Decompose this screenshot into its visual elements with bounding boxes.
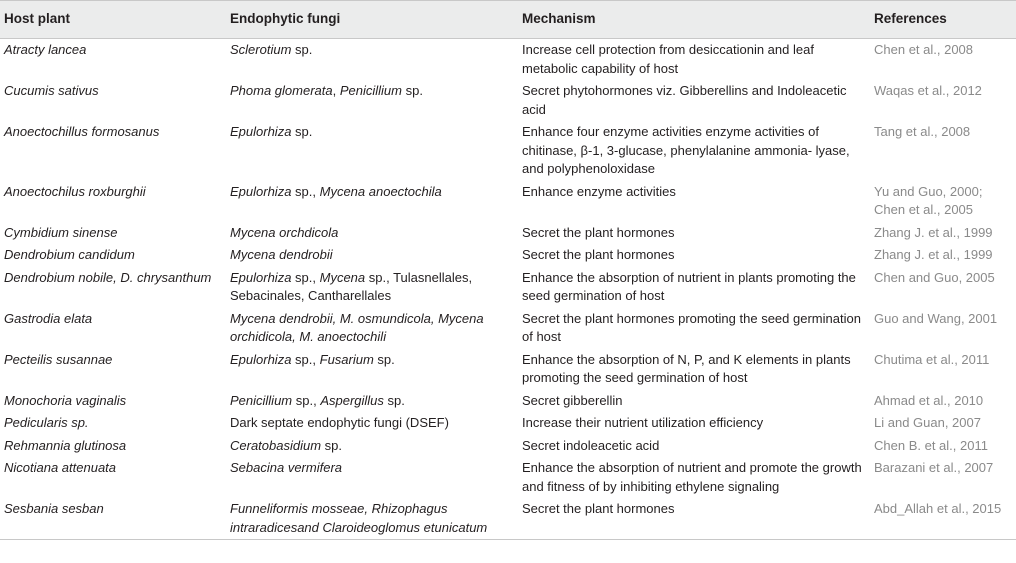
cell-endophytic-fungi bbox=[226, 498, 514, 540]
table-row bbox=[0, 80, 1016, 121]
table-body bbox=[0, 39, 1016, 540]
cell-endophytic-fungi bbox=[226, 349, 514, 390]
cell-mechanism: Enhance the absorption of nutrient in plants promoting the seed germination of host bbox=[522, 269, 856, 303]
fungi-name-segment: sp. bbox=[402, 83, 423, 98]
table-row bbox=[0, 435, 1016, 458]
header-endophytic-fungi: Endophytic fungi bbox=[226, 1, 514, 39]
cell-endophytic-fungi bbox=[226, 308, 514, 349]
table-header-row bbox=[0, 1, 1016, 39]
fungi-name-segment: Ceratobasidium bbox=[230, 437, 322, 453]
cell-endophytic-fungi bbox=[226, 39, 514, 81]
cell-host-plant: Cucumis sativus bbox=[4, 83, 99, 98]
cell-host-plant: Monochoria vaginalis bbox=[4, 392, 127, 408]
cell-host-plant: Cymbidium sinense bbox=[4, 224, 118, 240]
cell-mechanism: Enhance enzyme activities bbox=[522, 183, 676, 199]
table-row bbox=[0, 39, 1016, 81]
table-row bbox=[0, 390, 1016, 413]
cell-endophytic-fungi bbox=[226, 267, 514, 308]
fungi-name-segment: Phoma glomerata bbox=[230, 83, 333, 98]
cell-mechanism: Increase cell protection from desiccationin and leaf metabolic capability of host bbox=[522, 42, 814, 76]
fungi-name-segment: sp. bbox=[291, 124, 313, 139]
cell-mechanism: Enhance four enzyme activities enzyme activities of chitinase, β-1, 3-glucase, phenylalanine ammonia- lyase, and polyphenoloxidase bbox=[522, 124, 850, 176]
cell-host-plant: Rehmannia glutinosa bbox=[4, 437, 127, 453]
table-row bbox=[0, 308, 1016, 349]
cell-mechanism: Increase their nutrient utilization efficiency bbox=[522, 415, 764, 430]
cell-reference: Tang et al., 2008 bbox=[874, 124, 971, 139]
fungi-name-segment: sp. bbox=[291, 42, 313, 57]
fungi-name-segment: Dark septate endophytic fungi (DSEF) bbox=[230, 415, 449, 430]
cell-reference: Barazani et al., 2007 bbox=[874, 460, 994, 475]
cell-mechanism: Secret gibberellin bbox=[522, 392, 623, 408]
table-row bbox=[0, 498, 1016, 540]
cell-host-plant: Sesbania sesban bbox=[0, 498, 226, 540]
fungi-name-segment: Penicillium bbox=[339, 83, 402, 98]
cell-reference: Li and Guan, 2007 bbox=[874, 415, 981, 430]
cell-endophytic-fungi bbox=[226, 457, 514, 498]
cell-reference: Chen et al., 2008 bbox=[874, 42, 974, 57]
header-host-plant: Host plant bbox=[0, 1, 226, 39]
cell-reference: Ahmad et al., 2010 bbox=[874, 392, 984, 408]
cell-host-plant: Dendrobium nobile, D. chrysanthum bbox=[4, 269, 212, 285]
cell-host-plant: Pecteilis susannae bbox=[4, 351, 113, 367]
cell-mechanism: Secret the plant hormones bbox=[522, 247, 675, 262]
cell-endophytic-fungi bbox=[226, 435, 514, 458]
cell-host-plant: Anoectochillus formosanus bbox=[4, 124, 160, 139]
fungi-name-segment: sp., Tulasnellales, Sebacinales, Cantharellales bbox=[230, 269, 473, 303]
fungi-name-segment: sp. bbox=[383, 392, 405, 408]
table-row bbox=[0, 349, 1016, 390]
fungi-name-segment: , bbox=[332, 83, 340, 98]
cell-mechanism: Enhance the absorption of N, P, and K elements in plants promoting the seed germination of host bbox=[522, 351, 851, 385]
fungi-name-segment: Mycena orchdicola bbox=[230, 224, 339, 240]
cell-reference: Chutima et al., 2011 bbox=[874, 351, 990, 367]
cell-host-plant: Gastrodia elata bbox=[4, 310, 93, 326]
fungi-name-segment: sp. bbox=[373, 351, 395, 367]
fungi-name-segment: Epulorhiza bbox=[230, 124, 292, 139]
cell-endophytic-fungi bbox=[226, 412, 514, 435]
cell-endophytic-fungi bbox=[226, 244, 514, 267]
fungi-name-segment: sp., bbox=[291, 183, 320, 199]
fungi-name-segment: Sclerotium bbox=[230, 42, 292, 57]
cell-reference: Guo and Wang, 2001 bbox=[874, 310, 998, 326]
fungi-name-segment: Fusarium bbox=[319, 351, 374, 367]
cell-endophytic-fungi bbox=[226, 390, 514, 413]
header-references: References bbox=[864, 1, 1016, 39]
fungi-name-segment: Epulorhiza bbox=[230, 269, 292, 285]
table-row bbox=[0, 244, 1016, 267]
cell-reference: Chen B. et al., 2011 bbox=[874, 437, 988, 453]
fungi-name-segment: sp., bbox=[292, 392, 321, 408]
fungi-name-segment: Mycena dendrobii, M. osmundicola, Mycena orchidicola, M. anoectochili bbox=[230, 310, 484, 344]
fungi-name-segment: sp. bbox=[321, 437, 343, 453]
cell-host-plant: Nicotiana attenuata bbox=[4, 460, 117, 475]
fungi-name-segment: Mycena anoectochila bbox=[319, 183, 442, 199]
fungi-name-segment: Funneliformis mosseae, Rhizophagus intraradicesand Claroideoglomus etunicatum bbox=[230, 501, 488, 535]
header-mechanism: Mechanism bbox=[514, 1, 864, 39]
cell-host-plant: Pedicularis sp. bbox=[4, 415, 89, 430]
fungi-name-segment: Sebacina vermifera bbox=[230, 460, 342, 475]
fungi-name-segment: Epulorhiza bbox=[230, 183, 292, 199]
table-row bbox=[0, 267, 1016, 308]
fungi-name-segment: sp., bbox=[291, 269, 320, 285]
table-row bbox=[0, 222, 1016, 245]
cell-mechanism: Secret the plant hormones promoting the seed germination of host bbox=[522, 310, 861, 344]
cell-reference: Yu and Guo, 2000; Chen et al., 2005 bbox=[874, 183, 983, 217]
cell-host-plant: Anoectochilus roxburghii bbox=[4, 183, 146, 199]
cell-reference: Waqas et al., 2012 bbox=[874, 83, 982, 98]
fungi-name-segment: Epulorhiza bbox=[230, 351, 292, 367]
cell-mechanism: Secret the plant hormones bbox=[514, 498, 864, 540]
cell-host-plant: Dendrobium candidum bbox=[4, 247, 135, 262]
table-row bbox=[0, 457, 1016, 498]
cell-reference: Abd_Allah et al., 2015 bbox=[864, 498, 1016, 540]
fungi-name-segment: Aspergillus bbox=[320, 392, 384, 408]
table-header bbox=[0, 1, 1016, 39]
fungi-name-segment: sp., bbox=[291, 351, 320, 367]
cell-reference: Chen and Guo, 2005 bbox=[874, 269, 995, 285]
cell-mechanism: Secret indoleacetic acid bbox=[522, 437, 660, 453]
cell-mechanism: Secret the plant hormones bbox=[522, 224, 675, 240]
cell-endophytic-fungi bbox=[226, 80, 514, 121]
table-row bbox=[0, 121, 1016, 181]
fungi-name-segment: Mycena bbox=[319, 269, 366, 285]
table-row bbox=[0, 181, 1016, 222]
cell-endophytic-fungi bbox=[226, 222, 514, 245]
fungi-name-segment: Penicillium bbox=[230, 392, 293, 408]
cell-reference: Zhang J. et al., 1999 bbox=[874, 224, 993, 240]
cell-host-plant: Atracty lancea bbox=[4, 42, 87, 57]
cell-endophytic-fungi bbox=[226, 121, 514, 181]
fungi-name-segment: Mycena dendrobii bbox=[230, 247, 333, 262]
cell-reference: Zhang J. et al., 1999 bbox=[874, 247, 993, 262]
cell-mechanism: Secret phytohormones viz. Gibberellins and Indoleacetic acid bbox=[522, 83, 847, 117]
cell-endophytic-fungi bbox=[226, 181, 514, 222]
table-row bbox=[0, 412, 1016, 435]
cell-mechanism: Enhance the absorption of nutrient and promote the growth and fitness of by inhibiting ethylene signaling bbox=[522, 460, 862, 494]
